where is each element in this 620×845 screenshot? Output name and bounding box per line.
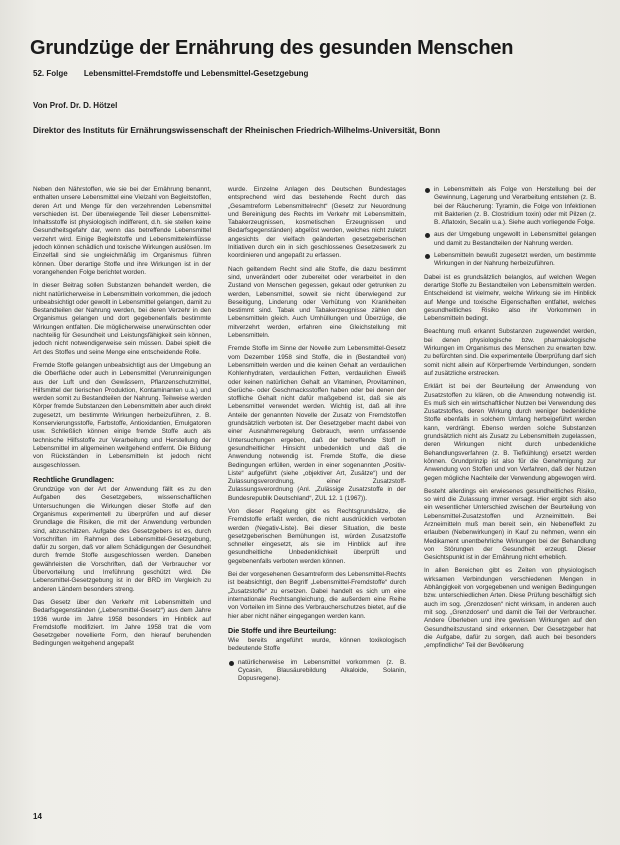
series-line [33,69,308,78]
paragraph: Wie bereits angeführt wurde, können toxikologisch bedeutende Stoffe [228,637,406,653]
paragraph: Fremde Stoffe im Sinne der Novelle zum Lebensmittel-Gesetz vom Dezember 1958 sind Stoffe, die in (Bestandteil von) Lebensmitteln werden und die keinen Gehalt an verdaulichen Kohlenhydraten, verdaulichen Fetten, verdaulichen Eiweiß oder keinen natürlichen Gehalt an Vitaminen, Provitaminen, Gerüche- oder Geschmacksstoffen haben oder bei denen der stoffliche Gehalt nicht dafür maßgebend ist, daß sie als Lebensmittel verwendet werden. Wichtig ist, daß all ihre Anteile der genannten Novelle der Zusatz von Fremdstoffen grundsätzlich verboten ist. Der Gesetzgeber macht dabei von einer Ausnahmeregelung Gebrauch, wenn umfassende Untersuchungen ergeben, daß der betreffende Stoff in gesundheitlicher Hinsicht unbedenklich und daß die Anwendung notwendig ist. Fremde Stoffe, die diese Bedingungen erfüllen, werden in einer sogenannten „Positiv-Liste“ aufgeführt (siehe „objektiver Art, Zusätze“) und der Zulassungsverordnung, einer Zusatzstoff-Zulassungsverordnung (Anl. „Zulässige Zusatzstoffe in der Bundesrepublik Deutschland“, ZUL 12. 1 (1967)). [228,345,406,502]
paragraph: Beachtung muß erkannt Substanzen zugewendet werden, bei denen physiologische bzw. pharmakologische Wirkungen im Organismus des Menschen zu erwarten bzw. zu befürchten sind. Die experimentelle Überprüfung darf sich somit nicht allein auf Körperfremde Verbindungen, sondern auf zusätzliche erstrecken. [424,328,596,377]
section-heading: Rechtliche Grundlagen: [33,474,115,484]
series-topic: Lebensmittel-Fremdstoffe und Lebensmittel-Gesetzgebung [83,69,309,78]
paragraph: In allen Bereichen gibt es Zeiten von physiologisch wirksamen Verbindungen verschiedenen Mengen in Abhängigkeit von vorgegebenen und wenigen Bedingungen bzw. unterschiedlichen Arten. Diese Prüfung beschäftigt sich auch im sog. „Grenzdosen“ nicht wirksam, in anderen auch mit sog. „Grenzdosen“ und damit die Teil der Verbraucher. Andere Überleben und ihre gewissen Wirkungen auf den Gesundheitszustand sind erkennen. Der Gesetzgeber hat die Aufgabe, dafür zu sorgen, daß auch bei besonders „empfindliche“ Teil der Bevölkerung [424,567,596,650]
text-column-2 [228,186,406,689]
paragraph: Grundzüge von der Art der Anwendung fällt es zu den Aufgaben des Gesetzgebers, wissenschaftlichen Untersuchungen die Wirkungen dieser Stoffe auf den Organismus experimentell zu überprüfen und auf dieser Grundlage die Risiken, die mit der Anwendung verbunden sind, abzuschätzen. Aufgabe des Gesetzgebers ist es, durch Vorschriften im Rahmen des Lebensmittel-Gesetzgebung, dafür zu sorgen, daß vor allem Schädigungen der Gesundheit durch fremde Stoffe ausgeschlossen werden. Daneben gewährleisten die Vorschriften, daß der Verbraucher vor Übervorteilung und Irreführung geschützt wird. Die Lebensmittel-Gesetzgebung ist in der BRD im Vergleich zu anderen Ländern besonders streng. [33,486,211,593]
article-title: Grundzüge der Ernährung des gesunden Menschen [30,37,514,60]
bullet-item: natürlicherweise im Lebensmittel vorkommen (z. B. Cycasin, Blausäurebildung Alkaloide, Solanin, Dopusregene). [228,659,406,684]
bullet-list [424,186,596,269]
bullet-list [228,659,406,684]
paragraph: Von dieser Regelung gibt es Rechtsgrundsätze, die Fremdstoffe erfaßt werden, die nicht ausdrücklich verboten werden (Negativ-Liste). Bei dieser Situation, die beste gesetzgeberischen Bemühungen ist, würden Zusatzstoffe schneller eingesetzt, als sie im Hinblick auf ihre gesundheitliche Unbedenklichkeit überprüft und gegebenenfalls verboten werden können. [228,507,406,565]
author-line: Von Prof. Dr. D. Hötzel [33,101,118,110]
bullet-item: in Lebensmitteln als Folge von Herstellung bei der Gewinnung, Lagerung und Verarbeitung entstehen (z. B. bei der Räucherung: Tyramin, die Folge von Infektionen mit Bakterien (z. B. Clostridium toxin) oder mit Pilzen (z. B. Aflatoxin, Secalin u.a.). Siehe auch vorliegende Folge. [424,186,596,227]
paragraph: In dieser Beitrag sollen Substanzen behandelt werden, die nicht natürlicherweise in Lebensmitteln vorkommen, die jedoch unbeabsichtigt oder gewollt in Lebensmittel gelangen, damit zu Bestandteilen der Nahrung werden, bei deren Verzehr in den Organismus gelangen und dort gegebenenfalls bestimmte Wirkungen entfalten. Die möglicherweise unerwünschten oder nachteilig für Gesundheit und Leistungsfähigkeit sein können, jedoch nicht notwendigerweise sein müssen. Dabei spielt die Art des Stoffes und seine Menge eine entscheidende Rolle. [33,282,211,356]
text-column-1 [33,186,211,654]
section-heading: Die Stoffe und ihre Beurteilung: [228,625,337,635]
page-number: 14 [33,812,42,821]
text-column-3 [424,186,596,655]
paragraph: Besteht allerdings ein erwiesenes gesundheitliches Risiko, so wird die Zulassung immer versagt. Hier ergibt sich also ein wesentlicher Unterschied zwischen der Beurteilung von Lebensmittel-Zusatzstoffen und Arzneimitteln. Bei Arzneimitteln muß man bereit sein, ein Nebeneffekt zu erlauben (Nebenwirkungen) in Kauf zu nehmen, wenn ein Medikament unentbehrliche Wirkungen bei der Behandlung von Störungen der Gesundheit erzeugt. Dieser Gesichtspunkt ist in der Ernährung nicht erheblich. [424,487,596,562]
paragraph: Neben den Nährstoffen, wie sie bei der Ernährung benannt, enthalten unsere Lebensmittel eine Vielzahl von Begleitstoffen, deren Art und Menge für den verzehrenden Lebensmittel verschieden ist. Der überwiegende Teil dieser Lebensmittel-Inhaltsstoffe ist physiologisch indifferent, d.h. sie stellen keine Gesundheitsgefahr dar, wenn das betreffende Lebensmittel verzehrt wird. Einige Begleitstoffe und Lebensmitteleinflüsse jedoch können schädlich und toxische Wirkungen auslösen. Im Einzelfall sind sie ungleichmäßig im Organismus führen können. Über derartige Stoffe und ihre Wirkungen ist in der vorangehenden Folge berichtet worden. [33,186,211,276]
paragraph: Nach geltendem Recht sind alle Stoffe, die dazu bestimmt sind, unverändert oder zubereitet oder verarbeitet in den Zustand von Menschen gegessen, gekaut oder getrunken zu werden, Lebensmittel, soweit sie nicht überwiegend zur Beseitigung, Linderung oder Verhütung von Krankheiten bestimmt sind. Tabak und Tabakerzeugnisse zählen den Lebensmitteln gleich. Auch Umhüllungen und Überzüge, die mitverzehrt werden, erfahren eine Gleichstellung mit Lebensmitteln. [228,265,406,340]
bullet-item: aus der Umgebung ungewollt in Lebensmittel gelangen und damit zu Bestandteilen der Nahrung werden. [424,231,596,248]
series-number: 52. Folge [33,69,68,78]
paragraph: Fremde Stoffe gelangen unbeabsichtigt aus der Umgebung an die Oberfläche oder auch in Lebensmittel (Verunreinigungen aus der Luft und den Gewässern, Pflanzenschutzmittel, Hilfsmittel der tierischen Produktion, Kontaminanten u.a.) und werden somit zu Bestandteilen der Nahrung. Teilweise werden Körper fremde Substanzen den Lebensmitteln aber auch direkt zugesetzt, um bestimmte Wirkungen herbeizuführen, z. B. Konservierungsstoffe, Farbstoffe, Antioxidantien, Emulgatoren usw. Schließlich können einige fremde Stoffe auch als technische Hilfsstoffe zur Verarbeitung und Herstellung der Lebensmittel im allgemeinen weitgehend entfernt. Die Bildung von Rückständen in Lebensmitteln ist jedoch nicht ausgeschlossen. [33,361,211,469]
bullet-item: Lebensmitteln bewußt zugesetzt werden, um bestimmte Wirkungen in der Nahrung herbeizuführen. [424,252,596,269]
paragraph: Erklärt ist bei der Beurteilung der Anwendung von Zusatzstoffen zu klären, ob die Anwendung notwendig ist. Es muß sich ein wirtschaftlicher Nutzen bei Verwendung des Zusatzstoffes, deren Wirkung durch weniger bedenkliche Stoffe ebenfalls in solchem Umfang herbeigeführt werden kann, verdrängt. Ebenso werden solche Substanzen grundsätzlich nicht als Zusatz zu Lebensmitteln zugelassen, deren Wirkungen nicht durch unbedenkliche Behandlungsverfahren (z. B. Tiefkühlung) ersetzt werden können. Grundprinzip ist also für die Genehmigung zur Anwendung von Stoffen und von Verfahren, daß der Nutzen gegen mögliche Nachteile der Verwendung abgewogen wird. [424,383,596,482]
paragraph: wurde. Einzelne Anlagen des Deutschen Bundestages entsprechend wird das bestehende Recht durch das „Gesamtreform Lebensmittelrecht“ (Gesetz zur Neuordnung und Bereinigung des Rechts im Verkehr mit Lebensmitteln, Tabakerzeugnissen, kosmetischen Erzeugnissen und Bedarfsgegenständen) abgelöst werden, welches nicht zuletzt angesichts der vielfach geänderten gesetzgeberischen Initiativen durch ein in sich geschlossenes Gesetzeswerk zu koordinieren und angepaßt zu erfassen. [228,186,406,260]
paragraph: Dabei ist es grundsätzlich belanglos, auf welchen Wegen derartige Stoffe zu Bestandteilen von Lebensmitteln werden. Entscheidend ist vielmehr, welche Wirkung sie im Hinblick auf Menge und toxische Eigenschaften entfaltet, welches gesundheitliches Risiko also ihr Vorkommen in Lebensmitteln bedingt. [424,273,596,323]
author-affiliation: Direktor des Instituts für Ernährungswissenschaft der Rheinischen Friedrich-Wilhelms-Universität, Bonn [33,126,441,135]
paragraph: Bei der vorgesehenen Gesamtreform des Lebensmittel-Rechts ist beabsichtigt, den Begriff „Lebensmittel-Fremdstoffe“ durch „Zusatzstoffe“ zu ersetzen. Dabei handelt es sich um eine internationale Rechtsangleichung, die außerdem eine Reihe von Vorteilen im Sinne des Verbraucherschutzes bietet, auf die hier aber nicht näher eingegangen werden kann. [228,571,406,620]
paragraph: Das Gesetz über den Verkehr mit Lebensmitteln und Bedarfsgegenständen („Lebensmittel-Gesetz“) aus dem Jahre 1936 wurde im Jahre 1958 besonders im Hinblick auf Fremdstoffe modifiziert. Im Jahre 1958 trat die vom Gesetzgeber novellierte Form, den hierauf beruhenden Bedingungen weitgehend angepaßt [33,598,211,648]
